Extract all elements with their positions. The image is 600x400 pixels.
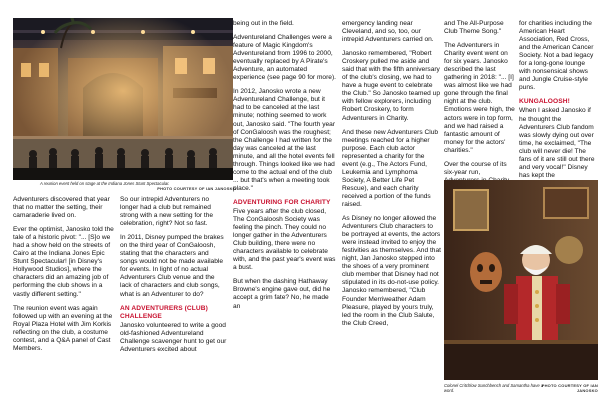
col2-paragraph-2: In 2011, Disney pumped the brakes on the third year of ConGaloosh, stating that the characters and songs would not be made available for events. In light of no actual Adventurers Club venue and the lack of characters and club songs, what is an Adventurer to do? bbox=[120, 234, 224, 298]
colonel-samantha-photo bbox=[444, 180, 598, 380]
col3-paragraph-2: Adventureland Challenges were a feature of Magic Kingdom's Adventureland from 1996 to 2000, eventually replaced by A Pirate's Adventure, an automated experience (see page 90 for more). bbox=[233, 34, 336, 82]
section-heading-challenge: AN ADVENTURERS (CLUB) CHALLENGE bbox=[120, 304, 208, 320]
colonel-photo-credit: PHOTO COURTESY OF IAN JANOSKO bbox=[541, 383, 598, 393]
colonel-photo-caption: Colonel Critchlow Sunchbench and Samantha have a word. bbox=[444, 383, 544, 393]
colonel-photo-image bbox=[444, 180, 598, 380]
col3-paragraph-1: being out in the field. bbox=[233, 20, 294, 27]
col6-paragraph-2: When I asked Janosko if he thought the Adventurers Club fandom was slowly dying out over time, he exclaimed, "The club will never die! The fans of it are still out there and very vocal!" Disney has kept the bbox=[519, 107, 595, 179]
col2-paragraph-1: So our intrepid Adventurers no longer had a club but remained strong with a new setting for the celebration, right? Not so fast. bbox=[120, 196, 214, 228]
column-2 bbox=[120, 196, 228, 360]
column-5 bbox=[444, 20, 516, 199]
stage-photo-image bbox=[13, 18, 233, 180]
col4-paragraph-3: And these new Adventurers Club meetings reached for a higher purpose. Each club actor represented a charity for the event (e.g., The Actors Fund, Leukemia and Lymphoma Society, A Better Life Pet Rescue), and each charity received a portion of the funds raised. bbox=[342, 128, 439, 208]
col2-paragraph-3: Janosko volunteered to write a good old-fashioned Adventureland Challenge scavenger hunt to get our Adventurers excited about bbox=[120, 321, 227, 353]
column-1 bbox=[13, 196, 117, 359]
col5-paragraph-1: and The All-Purpose Club Theme Song." bbox=[444, 20, 504, 36]
column-6 bbox=[519, 20, 597, 186]
col6-paragraph-1: for charities including the American Heart Association, Red Cross, and the American Cancer Society. Not a bad legacy for a long-gone lounge with nonsensical shows and Jungle Cruise-style puns. bbox=[519, 20, 594, 92]
section-heading-kungaloosh: KUNGALOOSH! bbox=[519, 98, 570, 106]
column-4 bbox=[342, 20, 442, 334]
col1-paragraph-2: Ever the optimist, Janosko told the tale of a historic pivot: "... [S]o we had a show held on the streets of Cairo at the Indiana Jones Epic Stunt Spectacular! [in Disney's Hollywood Studios], where the characters did an amazing job of performing the club shows in a vastly different setting." bbox=[13, 226, 114, 298]
col5-paragraph-2: The Adventurers in Charity event went on for six years. Janosko described the last gathering in 2018: "... [I] was almost like we had gone through the final night at the club. Emotions were high, the actors were in top form, and we had raised a fantastic amount of money for the actors' charities." bbox=[444, 42, 515, 154]
stage-photo-credit: PHOTO COURTESY OF IAN JANOSKO bbox=[157, 186, 236, 191]
column-3 bbox=[233, 20, 337, 317]
stage-photo-caption: A reunion event held on stage at the Indiana Jones Stunt Spectacular. bbox=[40, 181, 170, 186]
col3-paragraph-4: Five years after the club closed, The ConGaloosh Society was feeling the pinch. They could no longer gather in the Adventurers Club building, there were no characters available to celebrate with, and the past year's event was a bust. bbox=[233, 207, 336, 272]
col4-paragraph-1: emergency landing near Cleveland, and so, too, our intrepid Adventurers carried on. bbox=[342, 20, 434, 44]
section-heading-charity: ADVENTURING FOR CHARITY bbox=[233, 198, 331, 206]
col4-paragraph-2: Janosko remembered, "Robert Croskery pulled me aside and said that with the fifth anniversary of the club's closing, we had to have a huge event to celebrate the Club." So Janosko teamed up with fellow explorers, including Robert Croskery, to form Adventurers in Charity. bbox=[342, 50, 441, 122]
col4-paragraph-4: As Disney no longer allowed the Adventurers Club characters to be portrayed at events, the actors were instead invited to enjoy the festivities as themselves. And that night, Jan Janosko stepped into the shoes of a very prominent club member that Disney had not stipulated in its do-not-use policy. Janosko remembered, "Club Founder Merriweather Adam Pleasure, played by yours truly, led the room in the Club Salute, the Club Creed, bbox=[342, 215, 441, 327]
col3-paragraph-3: In 2012, Janosko wrote a new Adventureland Challenge, but it had to be canceled at the last minute; nothing seemed to work out, Janosko said. "The fourth year of ConGaloosh was the roughest; the Challenge I had written for the day was canceled at the last minute, and all the hotel events fell through. Things looked like we had come to the actual end of the club ... but that's when a meeting took place." bbox=[233, 88, 336, 192]
col5-paragraph-3: Over the course of its six-year run, bbox=[444, 160, 507, 176]
col1-paragraph-3: The reunion event was again followed up with an evening at the Royal Plaza Hotel with Jim Korkis reflecting on the club, a costume contest, and a Q&A panel of Cast Members. bbox=[13, 304, 113, 352]
col1-paragraph-1: Adventurers discovered that year that no matter the setting, their camaraderie lived on. bbox=[13, 196, 110, 220]
stage-reunion-photo bbox=[13, 18, 233, 180]
col3-paragraph-5: But when the dashing Hathaway Browne's engine gave out, did he accept a grim fate? No, he made an bbox=[233, 278, 331, 310]
